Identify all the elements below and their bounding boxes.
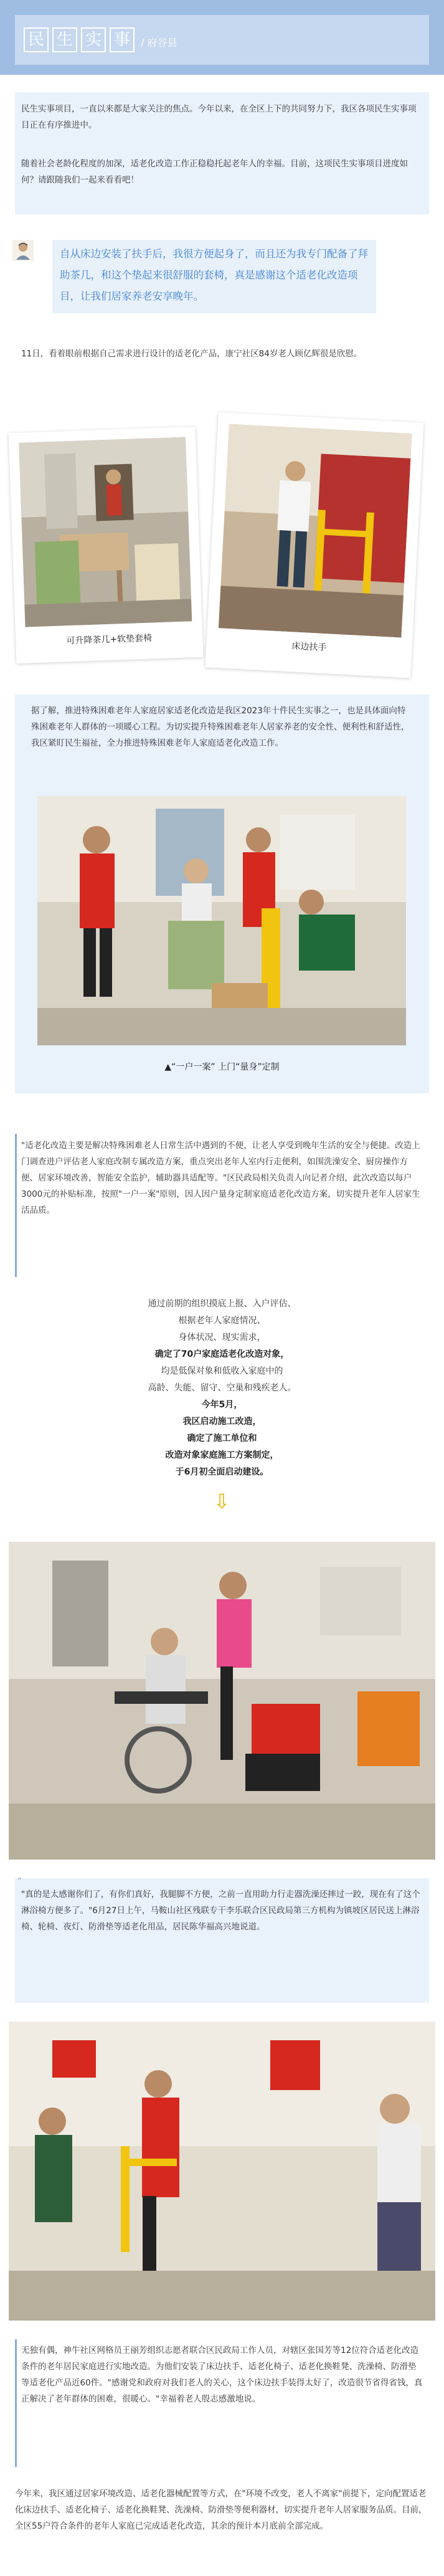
section5-line: 确定了70户家庭适老化改造对象， — [154, 1349, 290, 1359]
section5-line: 我区启动施工改造， — [182, 1417, 262, 1427]
section7-paragraph: 无独有偶，神牛社区网格员王丽芳组织志愿者联合区民政局工作人员，对辖区张国芳等12位符合适老化改造条件的老年居民家庭进行实地改造。为他们安装了床边扶手、适老化椅子、适老化换鞋凳、洗澡椅、防滑垫等适老化产品近60件。"感谢党和政府对我们老人的关心，这个床边扶手装得太好了，改造很节省得省钱，真正解决了老年群体的困难，很暖心。"幸福着老人殷志感激地说。 — [21, 2345, 423, 2404]
section5-line: 通过前期的组织摸底上报、入户评估、 — [148, 1299, 296, 1309]
section3-photo-caption: ▲“一户一案” 上门“量身”定制 — [164, 1062, 280, 1072]
section5-line: 今年5月， — [201, 1400, 243, 1410]
section5-list — [93, 1296, 351, 1481]
section2-paragraph: 11日，看着眼前根据自己需求进行设计的适老化产品，康宁社区84岁老人顾亿辉很是欣慰。 — [21, 349, 362, 359]
photo-card-1 — [9, 427, 204, 663]
section4-paragraph: "适老化改造主要是解决特殊困难老人日常生活中遇到的不便，让老人享受到晚年生活的安全与便捷。改造上门调查进户评估老人家庭改制专属改造方案，重点突出老年人室内行走便利，如围洗澡安全、厨房操作方便、居家环境改善，智能安全监护，辅助器具适配等。"区民政局相关负责人向记者介绍，此次改造以每户3000元的补贴标准，按照"一户一案"原则，因人因户量身定制家庭适老化改造方案，切实提升老年人居家生活品质。 — [21, 1141, 420, 1215]
section5-line: 根据老年人家庭情况、 — [178, 1316, 266, 1326]
header-subtitle: / 府谷县 — [141, 37, 177, 49]
photo-tea-table — [19, 437, 192, 627]
section5-line: 改造对象家庭施工方案制定， — [165, 1450, 279, 1460]
quote-text: 自从床边安装了扶手后，我很方便起身了，而且还为我专门配备了拜助茶几，和这个垫起来很舒服的套椅，真是感谢这个适老化改造项目，让我们居家养老安享晚年。 — [60, 248, 368, 302]
section6-paragraph: "真的是太感谢你们了，有你们真好，我腿脚不方便，之前一直用助力行走器洗澡还摔过一跤，现在有了这个淋浴椅方便多了。"6月27日上午，马鞍山社区残联专干李乐联合区民政局第三方机构为镇坡区居民送上淋浴椅、轮椅、夜灯、防滑垫等适老化用品，居民陈华福高兴地说道。 — [21, 1889, 420, 1932]
photo-bathroom-chair — [9, 2022, 435, 2321]
section5-line: 均是低保对象和低收入家庭中的 — [161, 1366, 283, 1376]
section8-paragraph: 今年来，我区通过居家环境改造、适老化器械配置等方式，在"环境不改变，老人不离家"前提下，定向配置适老化床边扶手、适老化椅子、适老化换鞋凳、洗澡椅、防滑垫等便利器材，切实提升老年人居家服务品质。目前，全区55户符合条件的老年人家庭已完成适老化改造，其余的预计本月底前全部完成。 — [15, 2489, 427, 2531]
photo1-caption: 可升降茶几+软垫套椅 — [66, 633, 153, 647]
down-arrow-icon: ⇩ — [213, 1490, 230, 1513]
section5-line: 高龄、失能、留守、空巢和残疾老人。 — [148, 1383, 296, 1393]
photo-bedside-rail — [219, 424, 412, 638]
photo2-caption: 床边扶手 — [291, 641, 327, 654]
intro-paragraph-2: 随着社会老龄化程度的加深，适老化改造工作正稳稳托起老年人的幸福。目前，这项民生实事项目进度如何？请跟随我们一起来看看吧！ — [21, 159, 408, 185]
photo-door-visit — [37, 796, 406, 1045]
quote-mark-icon: “ — [17, 1876, 22, 1886]
header-char-1: 民 — [24, 27, 49, 52]
section5-line: 身体状况、现实需求， — [178, 1333, 266, 1343]
header-char-2: 生 — [52, 27, 77, 52]
header-char-3: 实 — [81, 27, 106, 52]
photo-wheelchair-visit — [9, 1542, 435, 1860]
section5-line: 于6月初全面启动建设。 — [175, 1467, 269, 1477]
avatar-icon — [12, 240, 34, 261]
header-char-4: 事 — [110, 27, 135, 52]
photo-card-2 — [205, 412, 423, 678]
section3-paragraph: 据了解，推进特殊困难老年人家庭居家适老化改造是我区2023年十件民生实事之一，也是具体面向特殊困难老年人群体的一项暖心工程。为切实提升特殊困难老年人居家养老的安全性、便利性和舒适性，我区紧盯民生福祉，全力推进特殊困难老年人家庭适老化改造工作。 — [31, 706, 410, 748]
section5-line: 确定了施工单位和 — [187, 1433, 257, 1443]
intro-paragraph-1: 民生实事项目，一直以来都是大家关注的焦点。今年以来，在全区上下的共同努力下，我区各项民生实事项目正在有序推进中。 — [21, 104, 417, 130]
